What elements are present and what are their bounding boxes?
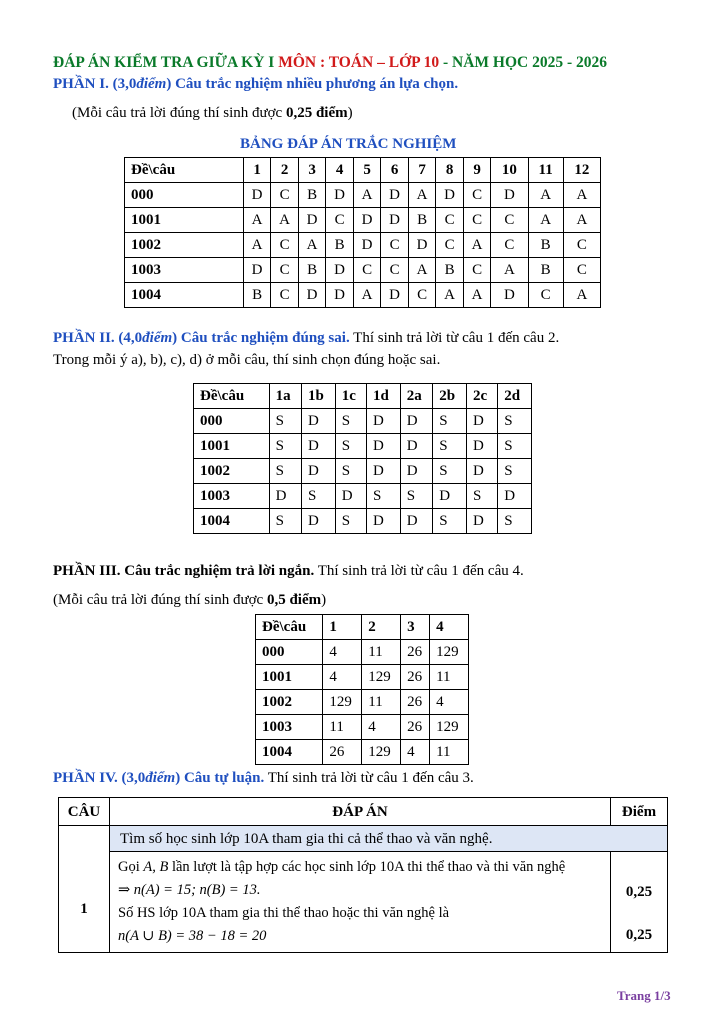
answer-cell: C <box>381 258 409 283</box>
header-cell: 8 <box>436 158 464 183</box>
score-cell <box>611 852 668 953</box>
exam-code-cell: 1002 <box>256 690 323 715</box>
answer-cell: S <box>433 409 467 434</box>
answer-cell: D <box>400 434 432 459</box>
phan2-answer-table <box>193 383 532 534</box>
phan1-table-title: BẢNG ĐÁP ÁN TRẮC NGHIỆM <box>240 136 457 152</box>
document-title <box>53 54 607 72</box>
answer-cell: C <box>408 283 436 308</box>
answer-line-1: Gọi A, B lần lượt là tập hợp các học sinh lớp 10A thi thể thao và thi văn nghệ <box>118 859 566 875</box>
exam-code-cell: 000 <box>194 409 270 434</box>
answer-cell: C <box>563 258 600 283</box>
header-cell: 2a <box>400 384 432 409</box>
answer-cell: S <box>335 509 366 534</box>
answer-cell: S <box>498 409 532 434</box>
answer-cell: C <box>491 208 528 233</box>
answer-cell: A <box>563 183 600 208</box>
answer-cell: B <box>528 258 563 283</box>
answer-cell: D <box>302 409 336 434</box>
title-part3: - NĂM HỌC 2025 - 2026 <box>439 54 608 71</box>
answer-cell: D <box>433 484 467 509</box>
answer-cell: 11 <box>430 740 469 765</box>
answer-cell: 129 <box>362 665 401 690</box>
answer-cell: D <box>243 183 271 208</box>
answer-cell: D <box>381 208 409 233</box>
answer-cell: A <box>243 233 271 258</box>
answer-cell: 4 <box>362 715 401 740</box>
answer-cell: S <box>367 484 401 509</box>
answer-cell: D <box>302 434 336 459</box>
answer-cell: S <box>335 434 366 459</box>
answer-cell: A <box>243 208 271 233</box>
answer-cell: 11 <box>362 690 401 715</box>
header-cell: 2 <box>362 615 401 640</box>
table-row <box>125 258 601 283</box>
answer-cell: B <box>528 233 563 258</box>
answer-cell: A <box>271 208 299 233</box>
answer-cell: B <box>243 283 271 308</box>
answer-cell: B <box>408 208 436 233</box>
exam-code-cell: 1001 <box>194 434 270 459</box>
answer-cell: S <box>335 409 366 434</box>
answer-cell: D <box>367 459 401 484</box>
question-number: 1 <box>59 826 110 953</box>
header-cell: 1a <box>269 384 301 409</box>
header-cell: 10 <box>491 158 528 183</box>
header-cell: 3 <box>401 615 430 640</box>
exam-code-cell: 1002 <box>194 459 270 484</box>
answer-cell: 4 <box>430 690 469 715</box>
answer-cell: 26 <box>401 640 430 665</box>
table-row <box>256 640 469 665</box>
answer-cell: B <box>298 183 326 208</box>
answer-cell: A <box>491 258 528 283</box>
answer-cell: D <box>298 283 326 308</box>
table-row <box>194 409 532 434</box>
phan1-heading: PHẦN I. (3,0điểm) Câu trắc nghiệm nhiều phương án lựa chọn. <box>53 76 459 92</box>
answer-cell: C <box>491 233 528 258</box>
table-row <box>256 690 469 715</box>
exam-code-cell: 1003 <box>194 484 270 509</box>
table-row <box>194 434 532 459</box>
answer-cell: 129 <box>430 715 469 740</box>
answer-cell: D <box>353 208 381 233</box>
answer-cell: S <box>498 434 532 459</box>
answer-cell: C <box>271 233 299 258</box>
answer-cell: D <box>466 459 497 484</box>
answer-cell: D <box>491 183 528 208</box>
table-row <box>256 740 469 765</box>
answer-cell: C <box>563 233 600 258</box>
answer-cell: C <box>271 258 299 283</box>
answer-cell: D <box>436 183 464 208</box>
col-cau-header: CÂU <box>59 798 110 826</box>
header-cell: 2c <box>466 384 497 409</box>
answer-cell: D <box>381 183 409 208</box>
header-cell: 1c <box>335 384 366 409</box>
header-cell: 1 <box>323 615 362 640</box>
answer-cell: A <box>408 258 436 283</box>
header-cell: 11 <box>528 158 563 183</box>
phan1-note: (Mỗi câu trả lời đúng thí sinh được 0,25 điểm) <box>72 105 353 121</box>
answer-line-4: n(A ∪ B) = 38 − 18 = 20 <box>118 928 267 944</box>
header-cell: 1 <box>243 158 271 183</box>
phan3-answer-table <box>255 614 469 765</box>
answer-cell: C <box>463 258 491 283</box>
header-cell: Đề\câu <box>194 384 270 409</box>
answer-cell: A <box>298 233 326 258</box>
exam-code-cell: 000 <box>256 640 323 665</box>
answer-cell: D <box>367 409 401 434</box>
exam-code-cell: 1004 <box>256 740 323 765</box>
header-cell: 2d <box>498 384 532 409</box>
score-1: 0,25 <box>625 883 653 900</box>
answer-cell: B <box>326 233 354 258</box>
table-row <box>256 665 469 690</box>
answer-cell: D <box>400 409 432 434</box>
answer-cell: D <box>243 258 271 283</box>
answer-cell: S <box>400 484 432 509</box>
phan4-essay-table <box>58 797 668 953</box>
answer-cell: C <box>353 258 381 283</box>
answer-cell: A <box>353 183 381 208</box>
answer-cell: A <box>408 183 436 208</box>
answer-cell: C <box>463 208 491 233</box>
table-row <box>256 715 469 740</box>
header-cell: 6 <box>381 158 409 183</box>
phan2-header-row <box>194 384 532 409</box>
phan3-heading: PHẦN III. Câu trắc nghiệm trả lời ngắn. Thí sinh trả lời từ câu 1 đến câu 4. <box>53 563 524 579</box>
answer-cell: C <box>463 183 491 208</box>
table-row <box>125 208 601 233</box>
answer-cell: 26 <box>401 715 430 740</box>
answer-cell: S <box>498 459 532 484</box>
answer-cell: A <box>353 283 381 308</box>
answer-cell: C <box>326 208 354 233</box>
table-row <box>125 233 601 258</box>
phan3-header-row <box>256 615 469 640</box>
answer-cell: A <box>463 283 491 308</box>
answer-cell: D <box>367 434 401 459</box>
answer-cell: 26 <box>401 690 430 715</box>
answer-cell: D <box>335 484 366 509</box>
answer-cell: D <box>326 183 354 208</box>
answer-cell: 26 <box>323 740 362 765</box>
exam-code-cell: 1002 <box>125 233 244 258</box>
header-cell: 4 <box>326 158 354 183</box>
answer-cell: S <box>466 484 497 509</box>
title-part1: ĐÁP ÁN KIỂM TRA GIỮA KỲ I <box>53 54 275 71</box>
exam-code-cell: 1003 <box>125 258 244 283</box>
answer-cell: D <box>466 409 497 434</box>
answer-cell: S <box>335 459 366 484</box>
col-diem-header: Điểm <box>611 798 668 826</box>
answer-content <box>110 852 611 953</box>
table-row <box>125 183 601 208</box>
exam-code-cell: 1001 <box>125 208 244 233</box>
answer-cell: S <box>269 409 301 434</box>
answer-cell: C <box>271 283 299 308</box>
answer-cell: A <box>563 208 600 233</box>
exam-code-cell: 1004 <box>194 509 270 534</box>
header-cell: 1d <box>367 384 401 409</box>
exam-code-cell: 000 <box>125 183 244 208</box>
answer-cell: B <box>298 258 326 283</box>
title-part2: MÔN : TOÁN – LỚP 10 <box>278 54 440 71</box>
answer-cell: S <box>269 434 301 459</box>
header-cell: 2 <box>271 158 299 183</box>
header-cell: 3 <box>298 158 326 183</box>
header-cell: 9 <box>463 158 491 183</box>
answer-cell: D <box>367 509 401 534</box>
answer-line-2: ⇒ n(A) = 15; n(B) = 13. <box>118 882 261 898</box>
header-cell: 4 <box>430 615 469 640</box>
answer-cell: A <box>528 208 563 233</box>
answer-cell: D <box>326 283 354 308</box>
answer-cell: D <box>466 509 497 534</box>
answer-cell: D <box>298 208 326 233</box>
answer-cell: 11 <box>430 665 469 690</box>
phan1-answer-table <box>124 157 601 308</box>
header-cell: 1b <box>302 384 336 409</box>
answer-cell: C <box>271 183 299 208</box>
answer-cell: D <box>302 509 336 534</box>
answer-cell: D <box>400 509 432 534</box>
answer-cell: C <box>436 233 464 258</box>
answer-cell: B <box>436 258 464 283</box>
phan4-heading: PHẦN IV. (3,0điểm) Câu tự luận. Thí sinh trả lời từ câu 1 đến câu 3. <box>53 770 474 786</box>
answer-cell: S <box>269 459 301 484</box>
answer-cell: S <box>498 509 532 534</box>
answer-cell: D <box>326 258 354 283</box>
answer-cell: 4 <box>323 665 362 690</box>
table-row <box>194 509 532 534</box>
answer-cell: 129 <box>430 640 469 665</box>
answer-cell: A <box>463 233 491 258</box>
phan3-note: (Mỗi câu trả lời đúng thí sinh được 0,5 điểm) <box>53 592 327 608</box>
table-row <box>194 484 532 509</box>
answer-cell: 129 <box>323 690 362 715</box>
answer-cell: D <box>491 283 528 308</box>
answer-cell: D <box>400 459 432 484</box>
answer-cell: S <box>433 509 467 534</box>
answer-cell: D <box>381 283 409 308</box>
answer-cell: A <box>563 283 600 308</box>
answer-cell: S <box>433 459 467 484</box>
col-dapan-header: ĐÁP ÁN <box>110 798 611 826</box>
page-number: Trang 1/3 <box>617 988 671 1003</box>
exam-code-cell: 1001 <box>256 665 323 690</box>
answer-cell: 11 <box>362 640 401 665</box>
answer-cell: 4 <box>401 740 430 765</box>
answer-cell: D <box>498 484 532 509</box>
answer-cell: D <box>269 484 301 509</box>
answer-cell: 11 <box>323 715 362 740</box>
phan1-header-row <box>125 158 601 183</box>
header-cell: Đề\câu <box>256 615 323 640</box>
answer-cell: 4 <box>323 640 362 665</box>
answer-cell: S <box>433 434 467 459</box>
phan2-heading: PHẦN II. (4,0điểm) Câu trắc nghiệm đúng sai. Thí sinh trả lời từ câu 1 đến câu 2. <box>53 330 560 346</box>
answer-cell: A <box>436 283 464 308</box>
answer-cell: 26 <box>401 665 430 690</box>
answer-cell: A <box>528 183 563 208</box>
answer-cell: S <box>302 484 336 509</box>
exam-code-cell: 1003 <box>256 715 323 740</box>
answer-cell: D <box>408 233 436 258</box>
answer-cell: 129 <box>362 740 401 765</box>
answer-cell: S <box>269 509 301 534</box>
answer-cell: C <box>528 283 563 308</box>
phan2-line2: Trong mỗi ý a), b), c), d) ở mỗi câu, thí sinh chọn đúng hoặc sai. <box>53 352 441 368</box>
answer-cell: D <box>353 233 381 258</box>
question-text: Tìm số học sinh lớp 10A tham gia thi cả thể thao và văn nghệ. <box>110 826 668 852</box>
answer-cell: C <box>381 233 409 258</box>
header-cell: 2b <box>433 384 467 409</box>
table-row <box>125 283 601 308</box>
answer-cell: C <box>436 208 464 233</box>
header-cell: 5 <box>353 158 381 183</box>
exam-code-cell: 1004 <box>125 283 244 308</box>
header-cell: Đề\câu <box>125 158 244 183</box>
header-cell: 12 <box>563 158 600 183</box>
table-row <box>194 459 532 484</box>
header-cell: 7 <box>408 158 436 183</box>
answer-line-3: Số HS lớp 10A tham gia thi thể thao hoặc thi văn nghệ là <box>118 905 450 921</box>
score-2: 0,25 <box>625 926 653 943</box>
answer-cell: D <box>302 459 336 484</box>
answer-cell: D <box>466 434 497 459</box>
